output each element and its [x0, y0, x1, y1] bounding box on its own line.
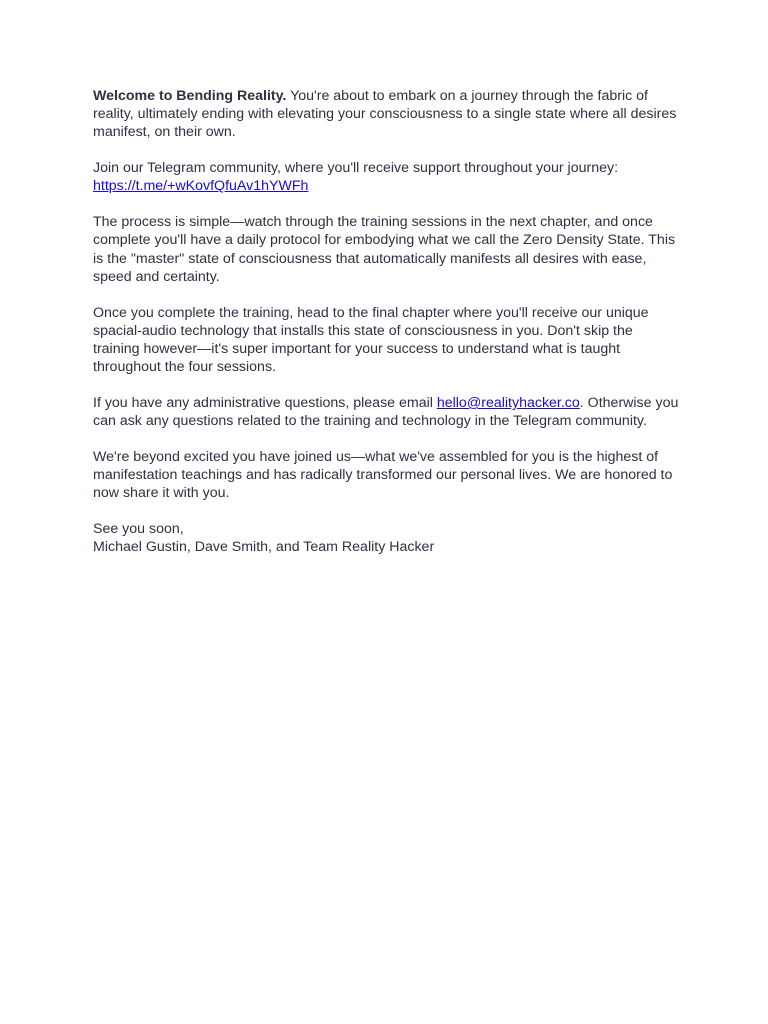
welcome-heading: Welcome to Bending Reality.	[93, 88, 287, 104]
contact-paragraph	[93, 394, 683, 430]
contact-text-after: . Otherwise you can ask any questions related to the training and technology in the Telegram community.	[93, 395, 679, 430]
telegram-text: Join our Telegram community, where you'll receive support throughout your journey:	[93, 160, 619, 177]
signoff-names: Michael Gustin, Dave Smith, and Team Reality Hacker	[93, 539, 435, 556]
letter-body	[93, 87, 683, 574]
contact-text-before: If you have any administrative questions, please email	[93, 395, 437, 412]
process-paragraph: The process is simple—watch through the training sessions in the next chapter, and once complete you'll have a daily protocol for embodying what we call the Zero Density State. This is the "master" state of consciousness that automatically manifests all desires with ease, speed and certainty.	[93, 214, 676, 285]
telegram-link[interactable]: https://t.me/+wKovfQfuAv1hYWFh	[93, 178, 309, 195]
training-paragraph: Once you complete the training, head to the final chapter where you'll receive our unique spacial-audio technology that installs this state of consciousness in you. Don't skip the training however—it's super important for your success to understand what is taught throughout the four sessions.	[93, 304, 649, 376]
intro-paragraph	[93, 87, 683, 142]
signoff	[93, 520, 683, 556]
signoff-greeting: See you soon,	[93, 521, 184, 538]
excited-paragraph: We're beyond excited you have joined us—what we've assembled for you is the highest of manifestation teachings and has radically transformed our personal lives. We are honored to now share it with you.	[93, 449, 673, 502]
telegram-paragraph	[93, 159, 683, 195]
intro-text: You're about to embark on a journey through the fabric of reality, ultimately ending with elevating your consciousness to a single state where all desires manifest, on their own.	[93, 88, 677, 141]
email-link[interactable]: hello@realityhacker.co	[436, 395, 580, 412]
